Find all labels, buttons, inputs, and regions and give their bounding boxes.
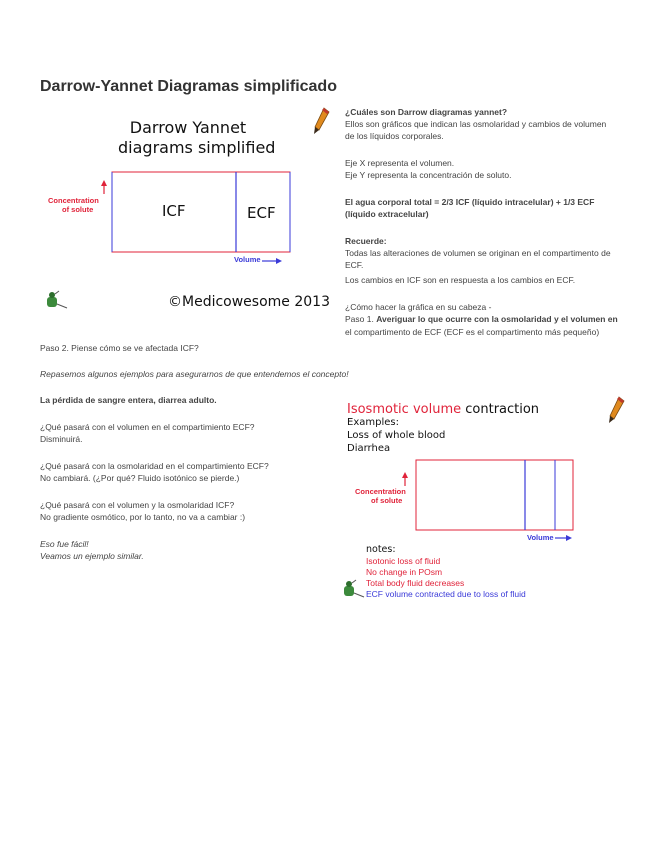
medicowesome-logo-icon — [342, 580, 366, 600]
diagram1-y-arrowhead — [101, 180, 107, 186]
diagram2-notes: notes: — [366, 544, 396, 555]
right-q-heading: ¿Cuáles son Darrow diagramas yannet? — [345, 107, 508, 117]
left-a3: No gradiente osmótico, por lo tanto, no va a cambiar :) — [40, 512, 246, 522]
right-rem-line2: ECF. — [345, 260, 364, 270]
right-how-to: ¿Cómo hacer la gráfica en su cabeza - — [345, 302, 492, 312]
diagram1-copyright: ©Medicowesome 2013 — [168, 294, 330, 310]
left-step2: Paso 2. Piense cómo se ve afectada ICF? — [40, 343, 199, 353]
left-similar: Veamos un ejemplo similar. — [40, 551, 144, 561]
right-axis-y: Eje Y representa la concentración de soluto. — [345, 170, 512, 180]
pencil-icon — [608, 397, 624, 423]
diagram2-note3: Total body fluid decreases — [366, 578, 465, 588]
left-q3: ¿Qué pasará con el volumen y la osmolaridad ICF? — [40, 500, 235, 510]
left-q2: ¿Qué pasará con la osmolaridad en el compartimiento ECF? — [40, 461, 269, 471]
diagram2-x-label: Volume — [527, 533, 554, 542]
diagram2-note4: ECF volume contracted due to loss of fluid — [366, 589, 526, 599]
right-step1-text: Averiguar lo que ocurre con la osmolaridad y el volumen en — [376, 314, 618, 324]
diagram2-y-label-line1: Concentration — [355, 487, 406, 496]
right-step1 — [345, 313, 618, 325]
diagram2-title — [347, 402, 539, 417]
diagram2-ex2: Diarrhea — [347, 443, 391, 454]
pencil-icon — [313, 108, 329, 134]
left-a1: Disminuirá. — [40, 434, 83, 444]
left-q1: ¿Qué pasará con el volumen en el compartimiento ECF? — [40, 422, 255, 432]
diagram2-examples: Examples: — [347, 417, 399, 428]
diagram2-note2: No change in POsm — [366, 567, 443, 577]
left-easy: Eso fue fácil! — [40, 539, 89, 549]
medicowesome-logo-icon — [45, 291, 69, 311]
diagram2-title-red: Isosmotic volume — [347, 402, 462, 417]
diagram2-frame — [416, 460, 573, 530]
page-title: Darrow-Yannet Diagramas simplificado — [40, 78, 337, 95]
right-water-line1: El agua corporal total = 2/3 ICF (líquido intracelular) + 1/3 ECF — [345, 197, 595, 207]
diagram1-y-label-line2: of solute — [62, 205, 94, 214]
diagram1-title-line1: Darrow Yannet — [129, 118, 247, 137]
diagram1-x-arrowhead — [276, 258, 282, 264]
diagram2-x-arrowhead — [566, 535, 572, 541]
right-step1-line2: el compartimento de ECF (ECF es el compartimento más pequeño) — [345, 327, 600, 337]
left-review: Repasemos algunos ejemplos para asegurarnos de que entendemos el concepto! — [40, 369, 349, 379]
diagram1-x-label: Volume — [234, 255, 261, 264]
right-water-line2: (líquido extracelular) — [345, 209, 429, 219]
diagram2-title-black: contraction — [465, 402, 540, 417]
left-example-heading: La pérdida de sangre entera, diarrea adulto. — [40, 395, 217, 405]
right-q-line2: de los líquidos corporales. — [345, 131, 444, 141]
right-rem-line1: Todas las alteraciones de volumen se originan en el compartimento de — [345, 248, 611, 258]
left-a2: No cambiará. (¿Por qué? Fluido isotónico se pierde.) — [40, 473, 240, 483]
diagram1-icf-label: ICF — [162, 202, 186, 220]
right-rem-line3: Los cambios en ICF son en respuesta a los cambios en ECF. — [345, 275, 576, 285]
diagram2-ex1: Loss of whole blood — [347, 430, 446, 441]
diagram1-title-line2: diagrams simplified — [118, 138, 276, 157]
diagram2-y-arrowhead — [402, 472, 408, 478]
right-axis-x: Eje X representa el volumen. — [345, 158, 455, 168]
diagram2-y-label-line2: of solute — [371, 496, 403, 505]
right-q-line1: Ellos son gráficos que indican las osmolaridad y cambios de volumen — [345, 119, 607, 129]
right-step1-label: Paso 1. — [345, 314, 374, 324]
diagram2-note1: Isotonic loss of fluid — [366, 556, 441, 566]
diagram1-y-label-line1: Concentration — [48, 196, 99, 205]
right-remember: Recuerde: — [345, 236, 387, 246]
diagram1-ecf-label: ECF — [247, 204, 276, 222]
